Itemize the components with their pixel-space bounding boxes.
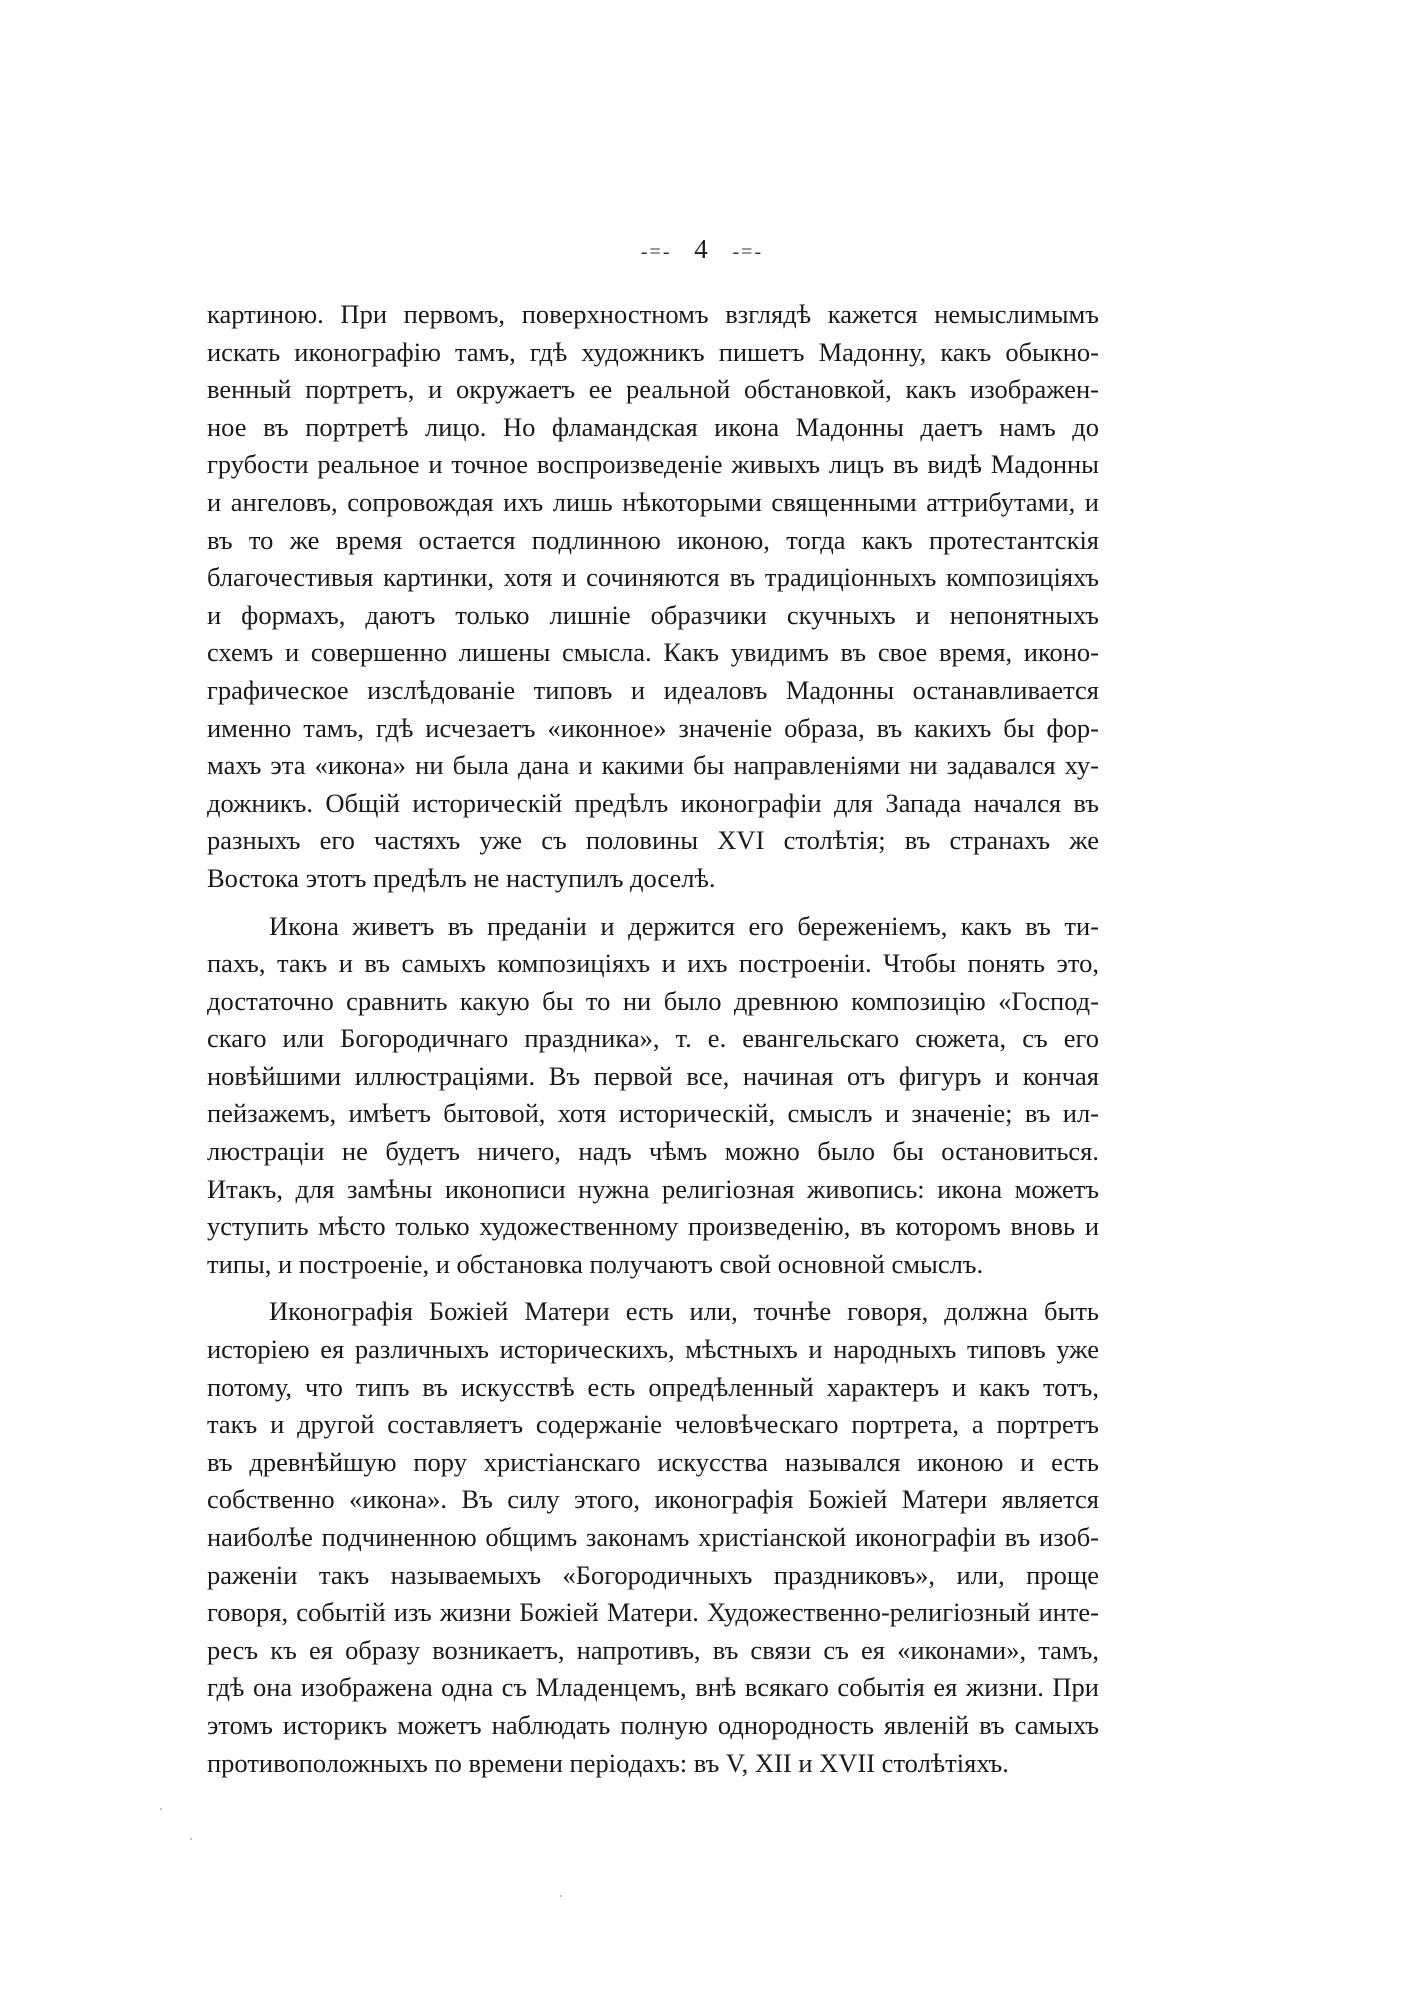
text-line: пейзажемъ, имѣетъ бытовой, хотя историческій, смыслъ и значеніе; въ ил-: [207, 1098, 1099, 1129]
paragraph-3: [207, 1293, 1099, 1782]
text-line: дожникъ. Общій историческій предѣлъ иконографіи для Запада начался въ: [207, 787, 1099, 818]
text-line: венный портретъ, и окружаетъ ее реальной обстановкой, какъ изображен-: [207, 374, 1099, 405]
text-line: въ древнѣйшую пору христіанскаго искусства назывался иконою и есть: [207, 1446, 1099, 1477]
text-line: схемъ и совершенно лишены смысла. Какъ увидимъ въ свое время, иконо-: [207, 637, 1099, 668]
text-line: скаго или Богородичнаго праздника», т. е. евангельскаго сюжета, съ его: [207, 1023, 1099, 1054]
text-line: и ангеловъ, сопровождая ихъ лишь нѣкоторыми священными аттрибутами, и: [207, 486, 1099, 517]
text-line: исторіею ея различныхъ историческихъ, мѣстныхъ и народныхъ типовъ уже: [207, 1334, 1099, 1365]
text-line: картиною. При первомъ, поверхностномъ взглядѣ кажется немыслимымъ: [207, 299, 1099, 329]
text-line: гдѣ она изображена одна съ Младенцемъ, внѣ всякаго событія ея жизни. При: [207, 1672, 1099, 1703]
text-line: ресъ къ ея образу возникаетъ, напротивъ, въ связи съ ея «иконами», тамъ,: [207, 1634, 1099, 1665]
text-line: потому, что типъ въ искусствѣ есть опредѣленный характеръ и какъ тотъ,: [207, 1371, 1099, 1402]
text-line: Икона живетъ въ преданіи и держится его береженіемъ, какъ въ ти-: [269, 910, 1099, 941]
paper-speck: [560, 1895, 562, 1897]
text-line: Итакъ, для замѣны иконописи нужна религіозная живопись: икона можетъ: [207, 1173, 1099, 1204]
body-text: [207, 296, 1099, 1782]
paper-speck: [190, 1838, 192, 1840]
text-line: уступить мѣсто только художественному произведенію, въ которомъ вновь и: [207, 1211, 1099, 1242]
text-line: махъ эта «икона» ни была дана и какими бы направленіями ни задавался ху-: [207, 750, 1099, 781]
text-line: типы, и построеніе, и обстановка получаютъ свой основной смыслъ.: [207, 1248, 984, 1279]
text-line: искать иконографію тамъ, гдѣ художникъ пишетъ Мадонну, какъ обыкно-: [207, 336, 1099, 367]
text-line: благочестивыя картинки, хотя и сочиняются въ традиціонныхъ композиціяхъ: [207, 562, 1099, 593]
text-line: достаточно сравнить какую бы то ни было древнюю композицію «Господ-: [207, 985, 1099, 1016]
text-line: въ то же время остается подлинною иконою, тогда какъ протестантскія: [207, 524, 1099, 555]
text-line: противоположныхъ по времени періодахъ: въ V, XII и XVII столѣтіяхъ.: [207, 1747, 1009, 1778]
text-line: наиболѣе подчиненною общимъ законамъ христіанской иконографіи въ изоб-: [207, 1522, 1099, 1552]
text-line: такъ и другой составляетъ содержаніе человѣческаго портрета, а портретъ: [207, 1409, 1099, 1440]
text-line: Востока этотъ предѣлъ не наступилъ доселѣ.: [207, 862, 716, 893]
text-line: Иконографія Божіей Матери есть или, точнѣе говоря, должна быть: [269, 1296, 1099, 1327]
text-line: графическое изслѣдованіе типовъ и идеаловъ Мадонны останавливается: [207, 674, 1099, 705]
paper-speck: [160, 1808, 162, 1810]
text-line: ное въ портретѣ лицо. Но фламандская икона Мадонны даетъ намъ до: [207, 411, 1099, 442]
page-number-header: [0, 232, 1404, 269]
page-number: 4: [694, 234, 710, 264]
page-number-left-ornament: -=-: [640, 240, 672, 263]
text-line: люстраціи не будетъ ничего, надъ чѣмъ можно было бы остановиться.: [207, 1136, 1099, 1167]
text-line: собственно «икона». Въ силу этого, иконографія Божіей Матери является: [207, 1484, 1099, 1515]
text-line: этомъ историкъ можетъ наблюдать полную однородность явленій въ самыхъ: [207, 1709, 1099, 1740]
text-line: грубости реальное и точное воспроизведеніе живыхъ лицъ въ видѣ Мадонны: [207, 449, 1099, 480]
paragraph-2: [207, 908, 1099, 1284]
text-line: именно тамъ, гдѣ исчезаетъ «иконное» значеніе образа, въ какихъ бы фор-: [207, 712, 1099, 743]
text-line: пахъ, такъ и въ самыхъ композиціяхъ и ихъ построеніи. Чтобы понять это,: [207, 948, 1099, 979]
text-line: говоря, событій изъ жизни Божіей Матери. Художественно-религіозный инте-: [207, 1597, 1099, 1628]
paragraph-1: [207, 296, 1099, 898]
text-line: новѣйшими иллюстраціями. Въ первой все, начиная отъ фигуръ и кончая: [207, 1060, 1099, 1091]
page-number-right-ornament: -=-: [732, 240, 764, 263]
text-line: разныхъ его частяхъ уже съ половины XVI столѣтія; въ странахъ же: [207, 825, 1099, 856]
text-line: раженіи такъ называемыхъ «Богородичныхъ праздниковъ», или, проще: [207, 1559, 1099, 1590]
text-line: и формахъ, даютъ только лишніе образчики скучныхъ и непонятныхъ: [207, 599, 1099, 630]
